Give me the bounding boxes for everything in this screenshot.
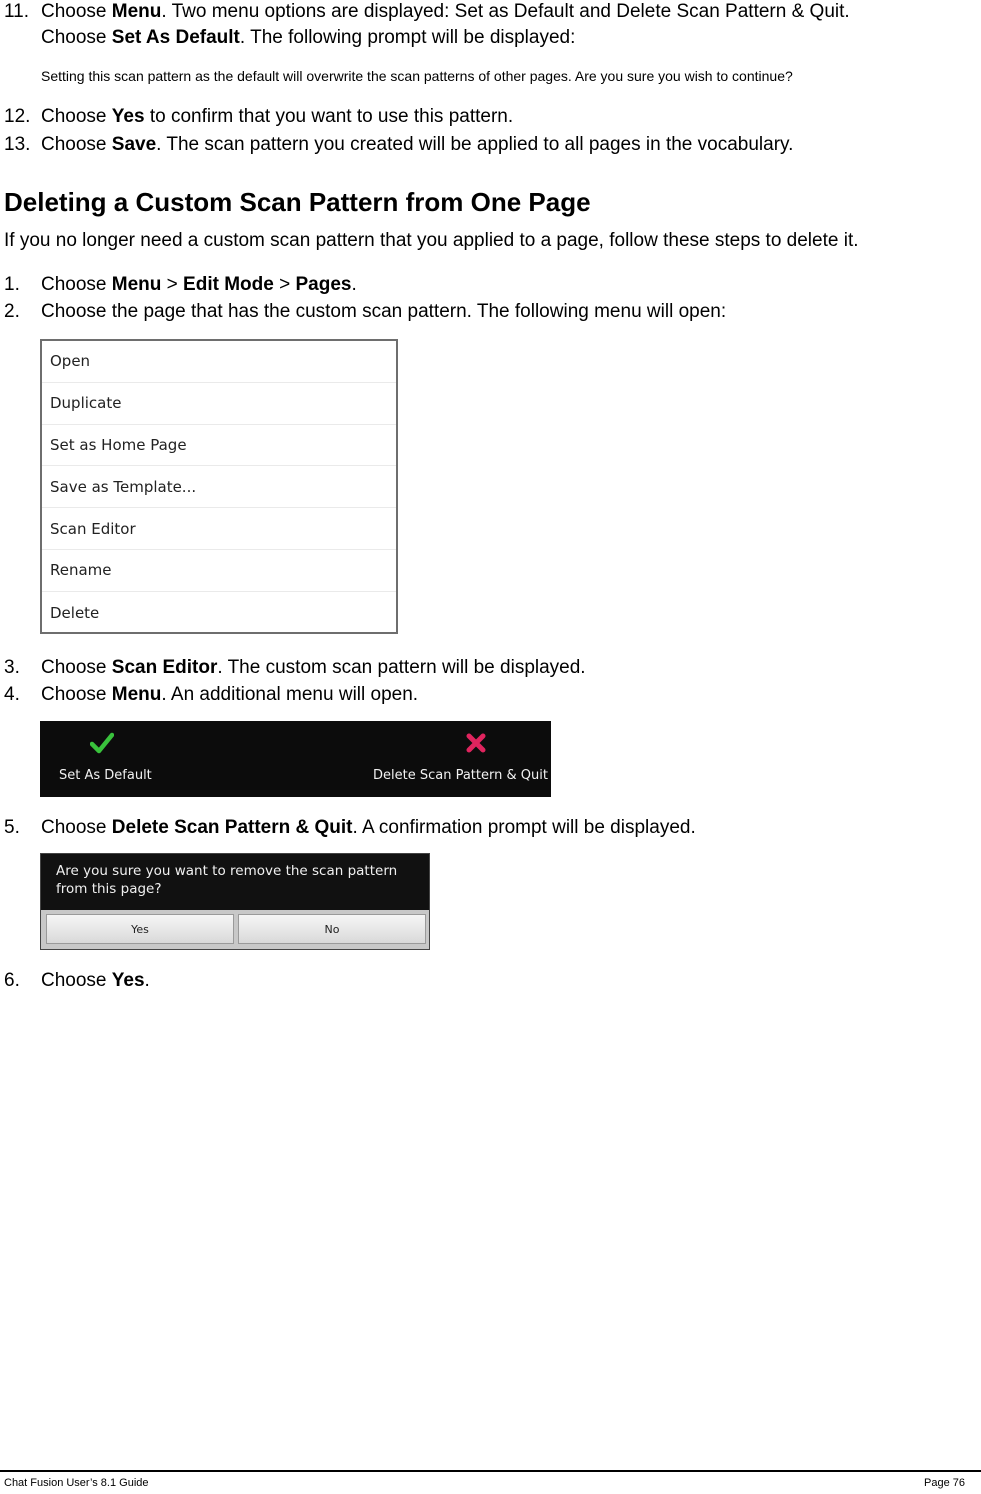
delete-scan-pattern-label: Delete Scan Pattern & Quit <box>373 768 548 783</box>
action-bar-screenshot <box>40 721 551 797</box>
section-heading: Deleting a Custom Scan Pattern from One Page <box>4 187 591 217</box>
menu-item-scan-editor[interactable]: Scan Editor <box>42 508 396 550</box>
check-icon <box>90 732 114 754</box>
footer-page-number: Page 76 <box>924 1477 965 1489</box>
confirm-dialog-screenshot <box>40 853 430 950</box>
no-button[interactable]: No <box>238 914 426 944</box>
menu-item-duplicate[interactable]: Duplicate <box>42 383 396 425</box>
confirm-message: Are you sure you want to remove the scan pattern from this page? <box>56 863 398 897</box>
menu-item-open[interactable]: Open <box>42 341 396 383</box>
set-as-default-button[interactable] <box>40 721 165 797</box>
menu-item-rename[interactable]: Rename <box>42 550 396 592</box>
step-number: 11. <box>4 1 30 22</box>
menu-item-delete[interactable]: Delete <box>50 603 100 622</box>
menu-item-set-home-page[interactable]: Set as Home Page <box>42 425 396 467</box>
close-icon <box>465 732 487 754</box>
footer-divider <box>0 1470 981 1472</box>
page-menu-screenshot <box>40 339 398 634</box>
confirm-button-bar <box>41 910 429 949</box>
footer-guide-title: Chat Fusion User’s 8.1 Guide <box>4 1477 149 1489</box>
set-as-default-label: Set As Default <box>59 768 152 783</box>
delete-scan-pattern-quit-button[interactable] <box>365 721 551 797</box>
menu-item-save-template[interactable]: Save as Template... <box>42 466 396 508</box>
yes-button[interactable]: Yes <box>46 914 234 944</box>
document-page: 11. Choose Menu. Two menu options are displayed: Set as Default and Delete Scan Pattern & Quit. Choose Set As Default. The following prompt will be displayed: Setting this scan pattern as the default will overwrite the scan patterns of other pages. Are you sure you wish to continue? 12. Choose Yes to confirm that you want to use this pattern. 13. Choose Save. The scan pattern you created will be applied to all pages in the vocabulary. Deleting a Custom Scan Pattern from One Page If you no longer need a custom scan pattern that you applied to a page, follow these steps to delete it. 1. Choose Menu > Edit Mode > Pages. 2. Choose the page that has the custom scan pattern. The following menu will open: Open Duplicate Set as Home Page Save as Template... Scan Editor Rename Delete 3. Choose Scan Editor. The custom scan pattern will be displayed. 4. Choose Menu. An additional menu will open. Set As Default Delete Scan Pattern & Quit 5. Choose Delete Scan Pattern & Quit. A confirmation prompt will be displayed. Are you sure you want to remove the scan pattern from this page? Yes No 6. Choose Yes. Chat Fusion User’s 8.1 Guide Page 76 <box>0 0 981 1494</box>
